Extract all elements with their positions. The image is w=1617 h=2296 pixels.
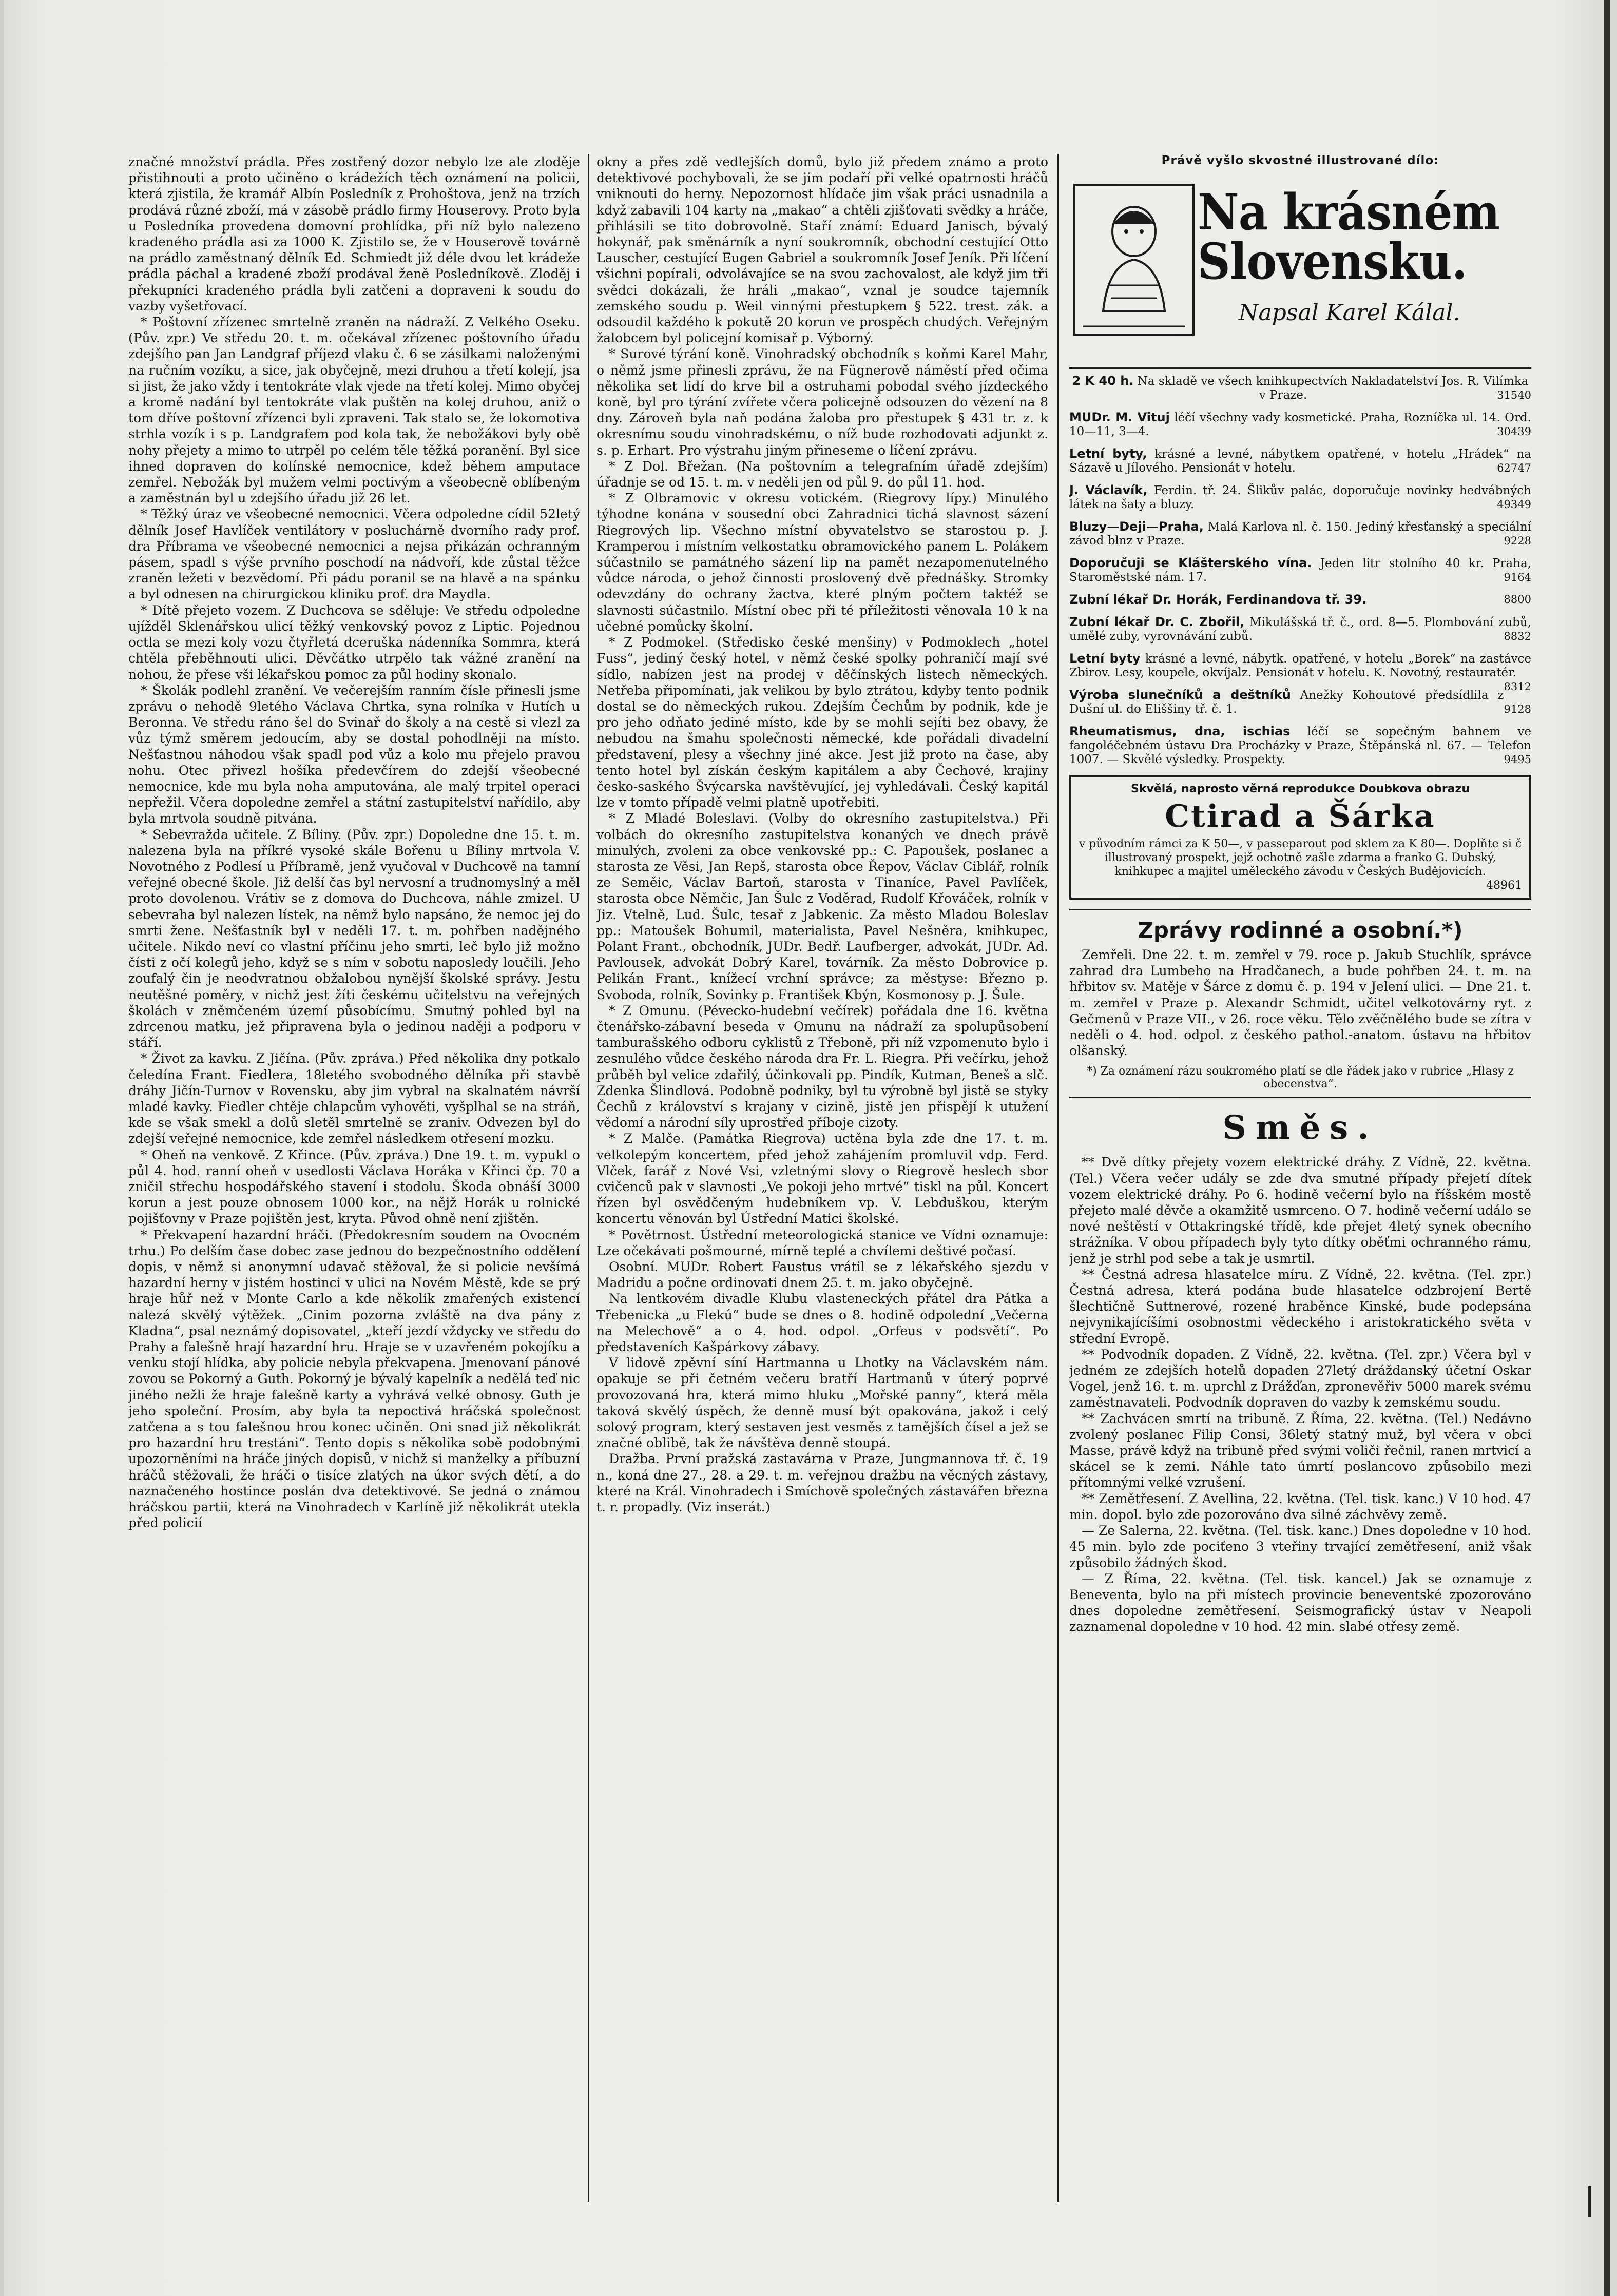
box-ad-title: Ctirad a Šárka — [1165, 799, 1436, 834]
article-text: * Povětrnost. Ústřední meteorologická stanice ve Vídni oznamuje: Lze očekávati pošmourné, mírně teplé a chvílemi deštivé počasí. — [596, 1227, 1048, 1258]
article-text: * Život za kavku. Z Jičína. (Pův. zpráva.) Před několika dny potkalo čeledína Frant. Fiedlera, 18letého svobodného dělníka při stavbě dráhy Jičín-Turnov v Rovensku, aby jim vybral na skalnatém návrší mladé kavky. Fiedler chtěje chlapcům vyhověti, vyšplhal se na stráň, kde se však smekl a dolů sletěl smrtelně se zraniv. Odvezen byl do zdejší veřejné nemocnice, kde zemřel následkem otřesení mozku. — [128, 1051, 580, 1146]
article-text: — Ze Salerna, 22. května. (Tel. tisk. kanc.) Dnes dopoledne v 10 hod. 45 min. bylo zde pociťeno 3 vteřiny trvající zemětřesení, aniž však způsobilo žádných škod. — [1069, 1523, 1531, 1570]
article-text: Na lentkovém divadle Klubu vlasteneckých přátel dra Pátka a Třebenicka „u Flekú“ bude se dnes o 8. hodině odpolední „Večerna na Melechově“ a o 4. hod. odpol. „Orfeus v podsvětí“. Po představeních Kašpárkovy zábavy. — [596, 1291, 1048, 1355]
article-text: okny a přes zdě vedlejších domů, bylo již předem známo a proto detektivové pochybovali, že se jim podaří při velké opatrnosti hráčů vniknouti do herny. Nepozornost hlídače jim však práci usnadnila a když zabavili 104 karty na „makao“ a chtěli zjišťovati svědky a hráče, přihlásili se tito dobrovolně. Staří známí: Eduard Janisch, bývalý hokynář, pak směnárník a nyní soukromník, obchodní cestující Otto Lauscher, cestující Eugen Gabriel a soukromník Josef Jeník. Při líčení všichni popírali, odvolávajíce se na svou zachovalost, ale když jim tři svědci dokázali, že hráli „makao“, vznal je soudce tajemník zemského soudu p. Weil vinnými přestupkem § 522. trest. zák. a odsoudil každého k pokutě 20 korun ve prospěch chudých. Veřejným žalobcem byl policejní komisař p. Výborný. — [596, 154, 1048, 346]
article-text: * Sebevražda učitele. Z Bíliny. (Pův. zpr.) Dopoledne dne 15. t. m. nalezena byla na příkré vysoké skále Bořenu u Bíliny mrtvola V. Novotného z Podlesí u Příbramě, jenž vyučoval v Duchcově na tamní veřejné obecné škole. Již delší čas byl nervosní a trudnomyslný a měl proto dovolenou. Vrátiv se z domova do Duchcova, náhle zmizel. U sebevraha byl nalezen lístek, na němž bylo napsáno, že nemoc jej do smrti žene. Nešťastník byl v neděli 17. t. m. pohřben nadějného učitele. Nikdo neví co vlastní příčinu jeho smrti, leč bylo již možno čísti z očí kolegů jeho, když se s ním v sobotu naposledy loučili. Jeho zoufalý čin je neodvratnou obžalobou nynější školské správy. Jestu neutěšné poměry, v nichž jest žíti českému učitelstvu na veřejných školách v zněmčeném území působícímu. Smutný pohled byl na zdrcenou matku, jež připravena byla o jedinou naději a podporu v stáří. — [128, 827, 580, 1050]
ad-title: Letní byty, — [1069, 446, 1147, 461]
ad-title: Výroba slunečníků a deštníků — [1069, 688, 1291, 702]
column-rule-1 — [588, 154, 589, 2202]
article-text: * Těžký úraz ve všeobecné nemocnici. Včera odpoledne cídil 52letý dělník Josef Havlíček ventilátory v posluchárně dvorního rady prof. dra Příbrama ve všeobecné nemocnici a nejsa přikázán ochranným pásem, spadl s výše prvního poschodí na nádvoří, kde zůstal těžce zraněn ležeti v bezvědomí. Při pádu poranil se na hlavě a na spánku a byl odnesen na chirurgickou kliniku prof. dra Maydla. — [128, 507, 580, 602]
article-text: ** Zemětřesení. Z Avellina, 22. května. (Tel. tisk. kanc.) V 10 hod. 47 min. dopol. bylo zde pozorováno dva silné záchvěvy země. — [1069, 1491, 1531, 1522]
article-text: * Školák podlehl zranění. Ve večerejším ranním čísle přinesli jsme zprávu o nehodě 9letého Václava Chrtka, syna rolníka v Hutích u Beronna. Ve středu ráno šel do Svinař do školy a na cestě si vlezl za vůz týmž směrem jedoucím, aby se dostal pohodlněji na místo. Nešťastnou náhodou však spadl pod vůz a kolo mu přejelo pravou nohu. Otec přivezl hošíka předevčírem do zdejší všeobecné nemocnice, kde mu byla noha amputována, ale malý trpitel operaci nepřežil. Včera dopoledne zemřel a státní zastupitelství nařídilo, aby byla mrtvola soudně pitvána. — [128, 683, 580, 826]
article-text: * Z Dol. Břežan. (Na poštovním a telegrafním úřadě zdejším) úřadnje se od 15. t. m. v neděli jen od půl 9. do půl 11. hod. — [596, 458, 1048, 490]
book-price-text: Na skladě ve všech knihkupectvích Nakladatelství Jos. R. Vilímka v Praze. — [1137, 375, 1529, 402]
scan-edge-right — [1604, 0, 1610, 2296]
small-ad — [1069, 651, 1531, 693]
divider — [1069, 1097, 1531, 1098]
ad-text: Ferdin. tř. 24. Šlikův palác, doporučuje novinky hedvábných látek na šaty a bluzy. — [1069, 484, 1531, 511]
ad-text: léčí všechny vady kosmetické. Praha, Rozníčka ul. 14. Ord. 10—11, 3—4. — [1069, 411, 1531, 438]
ad-number: 8832 — [1504, 630, 1531, 643]
ad-number: 9164 — [1504, 571, 1531, 583]
article-text: ** Dvě dítky přejety vozem elektrické dráhy. Z Vídně, 22. května. (Tel.) Včera večer udály se zde dva smutné případy přejetí dítek vozem elektrické dráhy. Po 6. hodině večerní bylo na říšském mostě přejeto malé děvče a okamžitě usmrceno. O 7. hodině večerní událo se nové neštěstí v Ottakringské třídě, kde přejet 4letý synek obecního strážníka. V obou případech byly tyto dítky oběťmi ochranného rámu, jenž je strhl pod sebe a tak je usmrtil. — [1069, 1155, 1531, 1266]
small-ad — [1069, 411, 1531, 439]
small-ad — [1069, 483, 1531, 512]
miscellany — [1069, 1154, 1531, 1635]
ad-number: 9128 — [1504, 703, 1531, 715]
ad-number: 48961 — [1486, 879, 1522, 892]
article-text: ** Zachvácen smrtí na tribuně. Z Říma, 22. května. (Tel.) Nedávno zvolený poslanec Filip Consi, 36letý statný muž, byl včera v obci Masse, právě když na tribuně před svými voliči řečnil, ranen mrtvicí a skácel se k zemi. Náhle tato úmrtí poslancovo způsobilo mezi přítomnými velké vzrušení. — [1069, 1411, 1531, 1490]
article-text: * Překvapení hazardní hráči. (Předokresním soudem na Ovocném trhu.) Po delším čase dobec zase jednou do bezpečnostního oddělení dopis, v němž si anonymní udavač stěžoval, že si policie nevšímá hazardní herny v jistém hostinci v ulici na Novém Městě, kde se prý hraje hůř než v Monte Carlo a kde několik zmařených existencí nalezá skvělý výtěžek. „Cinim pozorna zvláště na dva pány z Kladna“, psal neznámý dopisovatel, „kteří jezdí vždycky ve středu do Prahy a falešně hrají hazardní hru. Hraje se v uzavřeném pokojíku a venku stojí hlídka, aby policie nebyla překvapena. Jmenovaní pánové zovou se Pokorný a Guth. Pokorný je bývalý kapelník a nedělá teď nic jiného nežli že hraje falešně karty a vyhrává velké obnosy. Guth je jeho společní. Prosím, aby byla ta nepoctivá hráčská společnost zatčena a s tou falešnou hrou konec učiněn. Oni snad již několikrát pro hazardní hru trestáni“. Tento dopis s několika sobě podobnými upozorněními na hráče jiných dopisů, v nichž si manželky a příbuzní hráčů stěžovali, že hráči o tisíce zlatých na úkor svých dětí, a do naznačeného hostince poslán dva detektivové. Se jedná o známou hráčskou partii, která na Vinohradech v Karlíně již několikrát utekla před policií — [128, 1227, 580, 1531]
ad-title: Doporučuji se Klášterského vína. — [1069, 556, 1312, 570]
ad-number: 8312 — [1504, 680, 1531, 693]
ad-title: Zubní lékař Dr. C. Zbořil, — [1069, 615, 1245, 629]
ad-text: Jeden litr stolního 40 kr. Praha, Staroměstské nám. 17. — [1069, 557, 1531, 584]
article-text: * Z Mladé Boleslavi. (Volby do okresního zastupitelstva.) Při volbách do okresního zastupitelstva konaných ve dnech právě minulých, zvoleni za obce venkovské pp.: C. Papoušek, poslanec a starosta ze Věsi, Jan Repš, starosta obce Řepov, Václav Ciblář, rolník ze Seměic, Václav Bartoň, starosta v Tinaníce, Pavel Pavlíček, starosta obce Němčic, Jan Šulc z Voděrad, Rudolf Křováček, rolník v Jiz. Vtelně, Lud. Šulc, tesař z Jabkenic. Za město Mladou Boleslav pp.: Matoušek Bohumil, materialista, Pavel Nešněra, knihkupec, Polant Frant., obchodník, JUDr. Bedř. Laufberger, advokát, JUDr. Ad. Pavlousek, advokát Dobrý Karel, továrník. Za město Dobrovice p. Pelikán Frant., knížecí vrchní správce; za městyse: Březno p. Svoboda, rolník, Sovinky p. František Kbýn, Kosmonosy p. J. Šule. — [596, 811, 1048, 1002]
article-text: Osobní. MUDr. Robert Faustus vrátil se z lékařského sjezdu v Madridu a počne ordinovati dnem 25. t. m. jako obyčejně. — [596, 1259, 1048, 1291]
article-text: značné množství prádla. Přes zostřený dozor nebylo lze ale zloděje přistihnouti a proto učiněno o krádežích těch oznámení na policii, která zjistila, že kramář Albín Posledník z Prohoštova, jenž na trzích prodává různé zboží, má v zásobě prádlo firmy Houserovy. Proto byla u Posledníka provedena domovní prohlídka, při níž bylo nalezeno kradeného prádla asi za 1000 K. Zjistilo se, že v Houserově továrně na prádlo zaměstnaný dělník Ed. Schmiedt již déle dvou let krádeže prádla páchal a kradené zboží prodával ženě Posledníkově. Zloděj i překupníci kradeného prádla byli zatčeni a dopraveni k soudu do vazby vyšetřovací. — [128, 154, 580, 314]
page-edge-mark — [1588, 2186, 1591, 2217]
article-text: * Z Podmokel. (Středisko české menšiny) v Podmoklech „hotel Fuss“, jediný český hotel, v němž české spolky pohraničí mají své sídlo, nabízen jest na prodej v děčínských listech německých. Netřeba připomínati, jak velikou by bylo ztrátou, kdyby tento podnik dostal se do německých rukou. Zdejším Čechům by podnik, kde je pro jeho odňato jediné místo, kde by se mohli sejíti bez obavy, že nebudou na šmahu společnosti německé, kde pořádali divadelní představení, plesy a všechny jiné akce. Jest již proto na čase, aby tento hotel byl získán českým kapitálem a aby Čechové, krajiny česko-saského Švýcarska navštěvující, jej vyhledávali. Český kapitál lze v tomto případě velmi platně upotřebiti. — [596, 635, 1048, 810]
article-text: * Surové týrání koně. Vinohradský obchodník s koňmi Karel Mahr, o němž jsme přinesli zprávu, že na Fügnerově náměstí před očima několika set lidí do krve bil a ostruhami pobodal svého jízdeckého koně, byl pro týrání zvířete včera policejně odsouzen do vězení na 8 dny. Zároveň byla naň podána žaloba pro přestupek § 431 tr. z. k okresnímu soudu vinohradskému, o níž bude rozhodovati adjunkt z. s. p. Erhart. Pro výstrahu jiným přineseme o líčení zprávu. — [596, 346, 1048, 458]
book-title: Na krásném Slovensku. — [1198, 183, 1500, 290]
ad-title: J. Václavík, — [1069, 483, 1148, 497]
article-text: ** Čestná adresa hlasatelce míru. Z Vídně, 22. května. (Tel. zpr.) Čestná adresa, která podána bude hlasatelce odzbrojení Bertě šlechtičně Suttnerové, rozené hraběnce Kinské, bude podepsána nejvynikajícíšími osobnostmi vědeckého i aristokratického světa v střední Evropě. — [1069, 1267, 1531, 1346]
boxed-advertisement — [1069, 775, 1531, 900]
small-ad — [1069, 725, 1531, 767]
family-news — [1069, 947, 1531, 1059]
article-text: — Z Říma, 22. května. (Tel. tisk. kancel.) Jak se oznamuje z Beneventa, bylo na při místech provincie beneventské zpozorováno dnes dopoledne zemětřesení. Seismografický ústav v Neapoli zaznamenal dopoledne v 10 hod. 42 min. slabé otřesy země. — [1069, 1571, 1531, 1635]
article-text: * Z Malče. (Památka Riegrova) uctěna byla zde dne 17. t. m. velkolepým koncertem, před jehož zahájením promluvil vdp. Ferd. Vlček, farář z Nové Vsi, vzletnými slovy o Riegrově heslech sbor cvičenců pak v slavnosti „Ve pokoji jeho mrtvé“ tiskl na půl. Koncert řízen byl osvědčeným hudebníkem vp. V. Lebduškou, kterým koncertu věnován byl Ústřední Matici školské. — [596, 1131, 1048, 1227]
ad-header: Právě vyšlo skvostné illustrované dílo: — [1161, 154, 1439, 167]
article-text: * Dítě přejeto vozem. Z Duchcova se sděluje: Ve středu odpoledne ujížděl Sklenářskou ulicí těžký venkovský povoz z Liptic. Pojednou octla se mezi koly vozu čtyřletá dceruška nádenníka Sommra, která chtěla přeběhnouti ulici. Děvčátko utrpělo tak vážné zranění na nohou, že přese vši lékařskou pomoc za půl hodiny skonalo. — [128, 602, 580, 682]
ad-number: 9228 — [1504, 535, 1531, 547]
article-text: * Z Olbramovic v okresu votickém. (Riegrovy lípy.) Minulého týhodne konána v sousední obci Zahradnici tichá slavnost sázení Riegrových lip. Všechno místní obyvatelstvo se starostou p. J. Kramperou i místním velkostatku obramovického panem L. Polákem súčastnilo se památného sázení lip na pamět nezapomenutelného vůdce národa, o jehož činnosti proslovený dvě přednášky. Stromky odevzdány do ochrany žactva, které plným počtem taktéž se slavnosti súčastnilo. Místní obec při té příležitosti věnovala 10 k na učebné pomůcky školní. — [596, 491, 1048, 634]
ad-title: Letní byty — [1069, 651, 1141, 666]
small-ad — [1069, 556, 1531, 585]
small-ad — [1069, 520, 1531, 548]
section-heading: Směs. — [1222, 1108, 1378, 1147]
article-text: * Z Omunu. (Pévecko-hudební večírek) pořádala dne 16. května čtenářsko-zábavní beseda v Omunu na nádraží za spolupůsobení tamburašského odboru cyklistů z Třeboně, při níž vzpomenuto bylo i zesnulého vůdce českého národa dra Fr. L. Riegra. Při večírku, jehož průběh byl velice zdařilý, účinkovali pp. Pindík, Kutman, Beneš a slč. Zdenka Šlindlová. Podobně podniky, byl tu výrobně byl jistě se styky Čechů z království s krajany v cizině, jistě jen přispějí k utužení vědomí a národní síly uprostřed příboje cizoty. — [596, 1003, 1048, 1131]
scan-edge-left — [0, 0, 4, 2296]
small-ad — [1069, 615, 1531, 644]
ad-title: Rheumatismus, dna, ischias — [1069, 724, 1291, 738]
book-author: Napsal Karel Kálal. — [1239, 300, 1460, 326]
small-ad — [1069, 447, 1531, 475]
ad-text: Anežky Kohoutové předsídlila z Dušní ul. do Eliššiny tř. č. 1. — [1069, 689, 1504, 716]
ad-text: krásné a levné, nábytkem opatřené, v hotelu „Hrádek“ na Sázavě u Jílového. Pensionát v hotelu. — [1069, 447, 1531, 475]
ad-text: léčí se sopečným bahnem ve fangoléčebném ústavu Dra Procházky v Praze, Štěpánská nl. 67. — Telefon 1007. — Skvělé výsledky. Prospekty. — [1069, 725, 1531, 766]
ad-title: Zubní lékař Dr. Horák, Ferdinandova tř. 39. — [1069, 592, 1367, 607]
section-heading: Zprávy rodinné a osobní.*) — [1138, 918, 1463, 943]
ad-number: 8800 — [1504, 593, 1531, 606]
small-ad — [1069, 688, 1531, 716]
box-ad-header: Skvělá, naprosto věrná reprodukce Doubkova obrazu — [1131, 783, 1470, 795]
illustration-icon — [1072, 183, 1196, 337]
column-3 — [1069, 154, 1531, 2217]
article-text: Dražba. První pražská zastavárna v Praze, Jungmannova tř. č. 19 n., koná dne 27., 28. a 29. t. m. veřejnou dražbu na věcných zástavy, které na Král. Vinohradech i Smíchově společných zástavářen března t. r. propadly. (Viz inserát.) — [596, 1451, 1048, 1515]
ad-title: Bluzy—Deji—Praha, — [1069, 519, 1204, 534]
footnote: *) Za oznámení rázu soukromého platí se dle řádek jako v rubrice „Hlasy z obecenstva“. — [1087, 1065, 1514, 1091]
column-rule-2 — [1057, 154, 1059, 2202]
book-price — [1069, 374, 1531, 402]
box-ad-text: v původním rámci za K 50—, v passeparout pod sklem za K 80—. Doplňte si č illustrovaný prospekt, jejž ochotně zašle zdarma a franko G. Dubský, knihkupec a majitel uměleckého závodu v Českých Budějovicích. — [1079, 838, 1522, 878]
book-advertisement — [1069, 172, 1531, 369]
ad-number: 49349 — [1497, 498, 1531, 511]
ad-number: 62747 — [1497, 462, 1531, 474]
ad-number: 30439 — [1497, 425, 1531, 438]
ad-number: 31540 — [1497, 389, 1531, 401]
small-ad — [1069, 593, 1531, 607]
book-price-bold: 2 K 40 h. — [1072, 374, 1134, 388]
divider — [1069, 909, 1531, 910]
column-2 — [596, 154, 1048, 2217]
article-text: V lidově zpěvní síní Hartmanna u Lhotky na Václavském nám. opakuje se při četném večeru bratří Hartmanů v úterý poprvé provozovaná hra, která mimo hluku „Mořské panny“, která měla taková skvělý úspěch, že denně musí být opakována, jakož i celý solový program, který sestaven jest vesměs z tamějších čísel a jež se značné oblibě, tak že návštěva denně stoupá. — [596, 1355, 1048, 1451]
article-text: * Oheň na venkově. Z Křince. (Pův. zpráva.) Dne 19. t. m. vypukl o půl 4. hod. ranní oheň v usedlosti Václava Horáka v Křinci čp. 70 a zničil střechu hospodářského stavení i stodolu. Škoda obnáší 3000 korun a jest pouze obnosem 1000 kor., na nějž Horák u rolnické pojišťovny v Praze pojištěn jest, kryta. Původ ohně není zjištěn. — [128, 1147, 580, 1227]
article-text: * Poštovní zřízenec smrtelně zraněn na nádraží. Z Velkého Oseku. (Pův. zpr.) Ve středu 20. t. m. očekával zřízenec poštovního úřadu zdejšího pan Jan Landgraf příjezd vlaku č. 6 se zásilkami naloženými na ručním vozíku, a sice, jak obyčejně, mezi druhou a třetí kolejí, jsa si jist, že jako vždy i tentokráte vlak vjede na třetí kolej. Mimo obyčej a kromě nadání byl tentokráte vlak puštěn na kolej druhou, aniž o tom dříve poštovní zřízenci byli zpraveni. Tak stalo se, že lokomotiva strhla vozík i s p. Landgrafem pod kola tak, že nebožákovi byly obě nohy přejety a mimo to utrpěl po celém těle těžká poranění. Byl sice ihned dopraven do kolínské nemocnice, kdež během amputace zemřel. Nebožák byl mužem velmi poctivým a všeobecně oblíbeným a zaměstnán byl u zdejšího úřadu již 26 let. — [128, 315, 580, 506]
ad-text: krásné a levné, nábytk. opatřené, v hotelu „Borek“ na zastávce Zbirov. Lesy, koupele, okvíjalz. Pensionát v hotelu. K. Novotný, restauratér. — [1069, 652, 1531, 679]
ad-number: 9495 — [1504, 753, 1531, 766]
ad-text: Malá Karlova nl. č. 150. Jediný křesťanský a speciální závod blnz v Praze. — [1069, 520, 1531, 548]
ad-text: Mikulášská tř. č., ord. 8—5. Plombování zubů, umělé zuby, vyrovnávání zubů. — [1069, 616, 1531, 643]
article-text: Zemřeli. Dne 22. t. m. zemřel v 79. roce p. Jakub Stuchlík, správce zahrad dra Lumbeho na Hradčanech, a bude pohřben 24. t. m. na hřbitov sv. Matěje v Šárce z domu č. p. 194 v Jelení ulici. — Dne 21. t. m. zemřel v Praze p. Alexandr Schmidt, učitel velkotovárny ryt. z Gečmenů v Praze VII., v 26. roce věku. Tělo zvěčnělého bude se zítra v neděli o 4. hod. odpol. z českého pathol.-anatom. ústavu na hřbitov olšanský. — [1069, 947, 1531, 1059]
ad-title: MUDr. M. Vituj — [1069, 410, 1170, 424]
column-1 — [128, 154, 580, 2217]
article-text: ** Podvodník dopaden. Z Vídně, 22. května. (Tel. zpr.) Včera byl v jedném ze zdejších hotelů dopaden 27letý dráždanský účetní Oskar Vogel, jenž 16. t. m. uprchl z Drážďan, zpronevěřiv 5000 marek svému zaměstnavateli. Podvodník dopraven do vazby k zemskému soudu. — [1069, 1347, 1531, 1410]
